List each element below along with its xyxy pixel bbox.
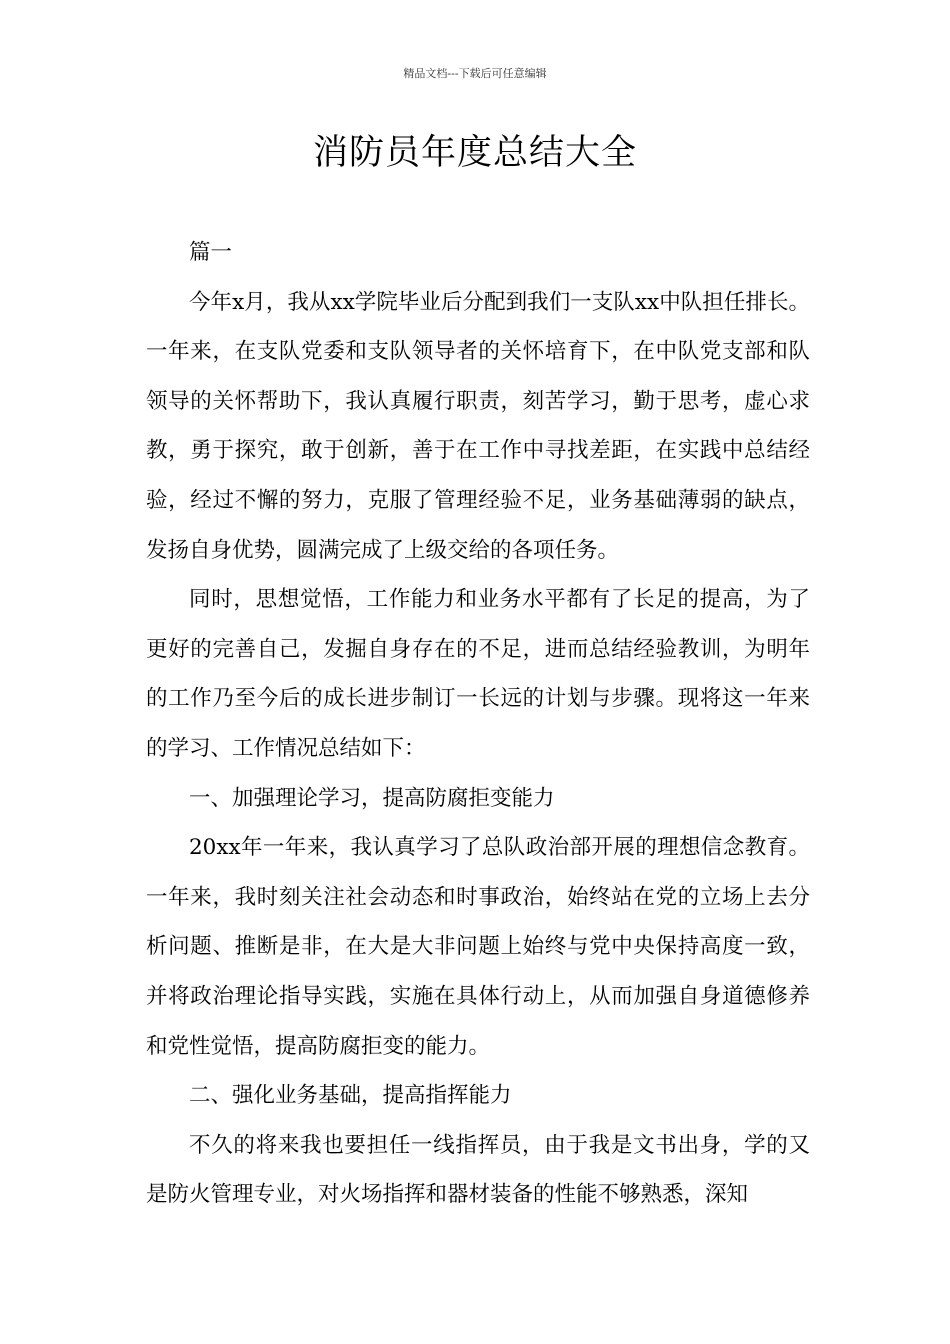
body-paragraph: 今年x月，我从xx学院毕业后分配到我们一支队xx中队担任排长。一年来，在支队党委和支队领导者的关怀培育下，在中队党支部和队领导的关怀帮助下，我认真履行职责，刻苦学习，勤于思考，虚心求教，勇于探究，敢于创新，善于在工作中寻找差距，在实践中总结经验，经过不懈的努力，克服了管理经验不足，业务基础薄弱的缺点，发扬自身优势，圆满完成了上级交给的各项任务。 — [146, 289, 810, 563]
page-header: 精品文档---下载后可任意编辑 — [403, 67, 547, 80]
body-paragraph: 不久的将来我也要担任一线指挥员，由于我是文书出身，学的又是防火管理专业，对火场指挥和器材装备的性能不够熟悉，深知 — [146, 1132, 810, 1208]
body-paragraph: 20xx年一年来，我认真学习了总队政治部开展的理想信念教育。一年来，我时刻关注社会动态和时事政治，始终站在党的立场上去分析问题、推断是非，在大是大非问题上始终与党中央保持高度一致，并将政治理论指导实践，实施在具体行动上，从而加强自身道德修养和党性觉悟，提高防腐拒变的能力。 — [146, 835, 810, 1059]
document-title: 消防员年度总结大全 — [312, 133, 637, 173]
section-label: 篇一 — [189, 240, 233, 265]
body-paragraph: 同时，思想觉悟，工作能力和业务水平都有了长足的提高，为了更好的完善自己，发掘自身存在的不足，进而总结经验教训，为明年的工作乃至今后的成长进步制订一长远的计划与步骤。现将这一年来的学习、工作情况总结如下： — [146, 587, 810, 761]
document-body — [146, 228, 810, 1220]
section-heading: 一、加强理论学习，提高防腐拒变能力 — [189, 785, 555, 811]
section-heading: 二、强化业务基础，提高指挥能力 — [189, 1083, 512, 1109]
